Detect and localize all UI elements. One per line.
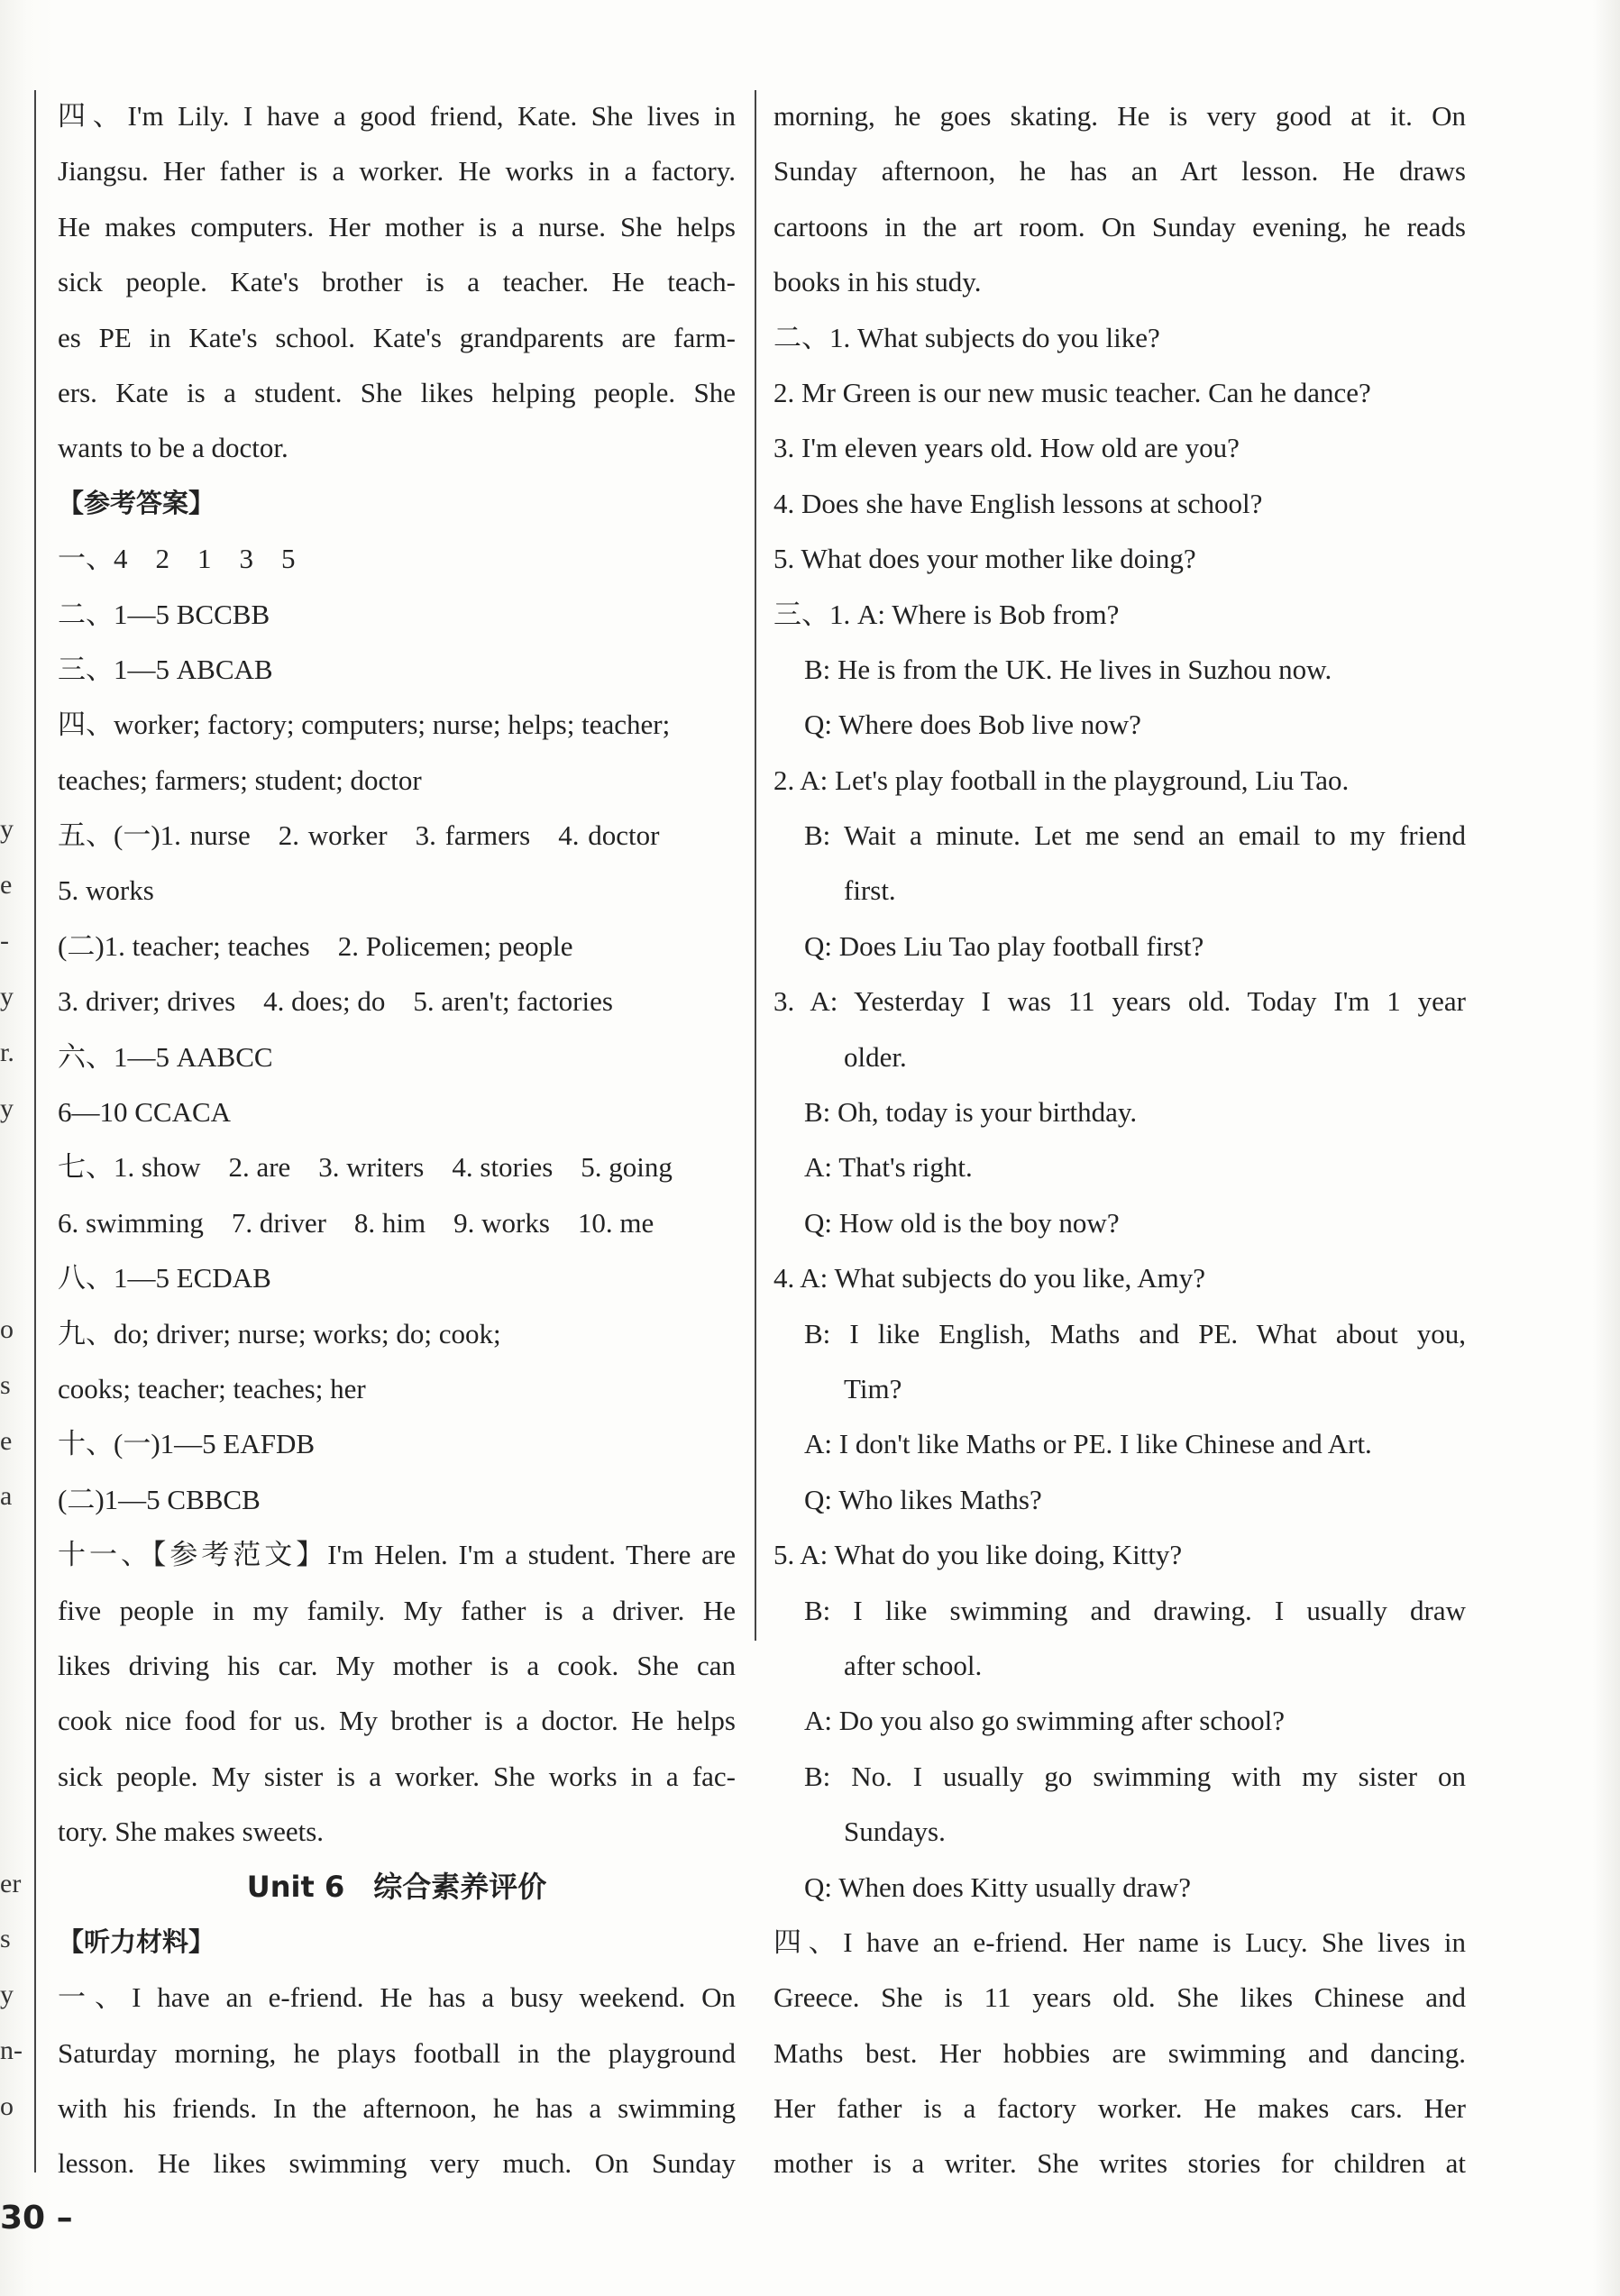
margin-fragment: y — [0, 1093, 14, 1123]
model-essay-line: tory. She makes sweets. — [58, 1816, 325, 1848]
answer-line: 二、1—5 BCCBB — [58, 598, 270, 630]
dialogue-line: Q: How old is the boy now? — [804, 1206, 1120, 1239]
text-line: ers. Kate is a student. She likes helping people. She — [58, 376, 736, 408]
text-line: books in his study. — [773, 266, 982, 298]
text-line: Her father is a factory worker. He makes cars. Her — [773, 2092, 1466, 2125]
dialogue-line: first. — [844, 874, 896, 907]
margin-fragment: y — [0, 982, 14, 1011]
text-line: Saturday morning, he plays football in the playground — [58, 2036, 736, 2069]
answer-line: 三、1—5 ABCAB — [58, 653, 273, 685]
left-margin-rule — [34, 90, 36, 2173]
dialogue-line: B: He is from the UK. He lives in Suzhou now. — [804, 653, 1332, 685]
text-line: mother is a writer. She writes stories for children at — [773, 2147, 1466, 2180]
margin-fragment: s — [0, 1370, 11, 1400]
dialogue-line: A: I don't like Maths or PE. I like Chinese and Art. — [804, 1428, 1372, 1460]
margin-fragment: er — [0, 1869, 22, 1898]
answer-line: 一、4 2 1 3 5 — [58, 543, 296, 575]
left-column — [58, 88, 736, 2191]
text-line: 2. Mr Green is our new music teacher. Can he dance? — [773, 376, 1371, 408]
text-line: Maths best. Her hobbies are swimming and dancing. — [773, 2036, 1466, 2069]
dialogue-line: A: Do you also go swimming after school? — [804, 1705, 1285, 1737]
text-line: 四、I have an e-friend. Her name is Lucy. She lives in — [773, 1926, 1466, 1958]
column-divider — [755, 90, 756, 1641]
margin-fragment: y — [0, 1980, 14, 2009]
text-line: wants to be a doctor. — [58, 432, 288, 464]
dialogue-line: Q: Who likes Maths? — [804, 1483, 1042, 1515]
answer-line: 6. swimming 7. driver 8. him 9. works 10. me — [58, 1206, 654, 1239]
dialogue-line: Q: Where does Bob live now? — [804, 709, 1141, 741]
margin-fragment: e — [0, 1426, 13, 1456]
unit-title: Unit 6 综合素养评价 — [246, 1869, 547, 1904]
text-line: es PE in Kate's school. Kate's grandparents are farm- — [58, 321, 736, 353]
margin-fragment: s — [0, 1924, 11, 1953]
answer-line: 6—10 CCACA — [58, 1096, 232, 1129]
answer-line: 5. works — [58, 874, 154, 907]
margin-fragment: - — [0, 926, 9, 956]
answer-line: 五、(一)1. nurse 2. worker 3. farmers 4. doctor — [58, 819, 660, 852]
model-essay-line: cook nice food for us. My brother is a doctor. He helps — [58, 1705, 736, 1737]
answer-line: 四、worker; factory; computers; nurse; helps; teacher; — [58, 709, 671, 741]
text-line: He makes computers. Her mother is a nurse. She helps — [58, 210, 736, 242]
text-line: lesson. He likes swimming very much. On Sunday — [58, 2147, 736, 2180]
dialogue-line: Q: Does Liu Tao play football first? — [804, 929, 1204, 962]
dialogue-line: 3. A: Yesterday I was 11 years old. Today I'm 1 year — [773, 985, 1466, 1018]
answer-line: 3. driver; drives 4. does; do 5. aren't; factories — [58, 985, 613, 1018]
answer-key-heading: 【参考答案】 — [58, 487, 215, 518]
text-line: 3. I'm eleven years old. How old are you? — [773, 432, 1240, 464]
page-number: 30 – — [0, 2200, 73, 2237]
text-line: Jiangsu. Her father is a worker. He works in a factory. — [58, 155, 736, 188]
answer-line: (二)1—5 CBBCB — [58, 1483, 261, 1515]
model-essay-line: likes driving his car. My mother is a cook. She can — [58, 1649, 736, 1681]
dialogue-line: B: No. I usually go swimming with my sister on — [804, 1760, 1466, 1792]
model-essay-line: five people in my family. My father is a driver. He — [58, 1594, 736, 1626]
text-line: with his friends. In the afternoon, he has a swimming — [58, 2092, 736, 2125]
answer-line: 十、(一)1—5 EAFDB — [58, 1428, 316, 1460]
text-line: 四、I'm Lily. I have a good friend, Kate. She lives in — [58, 100, 736, 132]
dialogue-line: 2. A: Let's play football in the playground, Liu Tao. — [773, 764, 1350, 796]
text-line: Sunday afternoon, he has an Art lesson. He draws — [773, 155, 1466, 188]
dialogue-line: A: That's right. — [804, 1151, 973, 1184]
answer-line: teaches; farmers; student; doctor — [58, 764, 422, 796]
margin-fragment: r. — [0, 1038, 14, 1067]
text-line: 4. Does she have English lessons at school? — [773, 487, 1263, 519]
answer-line: (二)1. teacher; teaches 2. Policemen; people — [58, 929, 573, 962]
margin-fragment: o — [0, 2091, 14, 2121]
dialogue-line: Sundays. — [844, 1816, 946, 1848]
margin-fragment: a — [0, 1481, 13, 1511]
model-essay-line: 十一、【参考范文】I'm Helen. I'm a student. There are — [58, 1539, 736, 1571]
margin-fragment: n- — [0, 2035, 23, 2065]
listening-heading: 【听力材料】 — [58, 1926, 215, 1957]
answer-line: 七、1. show 2. are 3. writers 4. stories 5. going — [58, 1151, 673, 1184]
dialogue-line: B: I like English, Maths and PE. What about you, — [804, 1317, 1466, 1349]
dialogue-line: B: Oh, today is your birthday. — [804, 1096, 1138, 1129]
answer-line: 六、1—5 AABCC — [58, 1040, 273, 1073]
page-shadow — [1593, 0, 1620, 2296]
dialogue-line: B: Wait a minute. Let me send an email to my friend — [804, 819, 1466, 852]
answer-line: cooks; teacher; teaches; her — [58, 1372, 366, 1404]
text-line: sick people. Kate's brother is a teacher. He teach- — [58, 266, 736, 298]
answer-line: 八、1—5 ECDAB — [58, 1262, 271, 1294]
dialogue-line: Tim? — [844, 1372, 902, 1404]
margin-fragment: o — [0, 1314, 14, 1344]
dialogue-line: 5. A: What do you like doing, Kitty? — [773, 1539, 1183, 1571]
text-line: cartoons in the art room. On Sunday evening, he reads — [773, 210, 1466, 242]
text-line: 三、1. A: Where is Bob from? — [773, 598, 1120, 630]
text-line: Greece. She is 11 years old. She likes Chinese and — [773, 1981, 1466, 2014]
text-line: 二、1. What subjects do you like? — [773, 321, 1160, 353]
margin-fragment: e — [0, 870, 13, 900]
dialogue-line: 4. A: What subjects do you like, Amy? — [773, 1262, 1206, 1294]
dialogue-line: Q: When does Kitty usually draw? — [804, 1871, 1192, 1903]
dialogue-line: B: I like swimming and drawing. I usually draw — [804, 1594, 1466, 1626]
margin-fragment: y — [0, 814, 14, 844]
text-line: 一、I have an e-friend. He has a busy weekend. On — [58, 1981, 736, 2014]
dialogue-line: older. — [844, 1040, 907, 1073]
model-essay-line: sick people. My sister is a worker. She works in a fac- — [58, 1760, 736, 1792]
text-line: 5. What does your mother like doing? — [773, 543, 1196, 575]
text-line: morning, he goes skating. He is very good at it. On — [773, 100, 1466, 132]
dialogue-line: after school. — [844, 1649, 983, 1681]
right-column — [773, 88, 1466, 2191]
answer-line: 九、do; driver; nurse; works; do; cook; — [58, 1317, 501, 1349]
